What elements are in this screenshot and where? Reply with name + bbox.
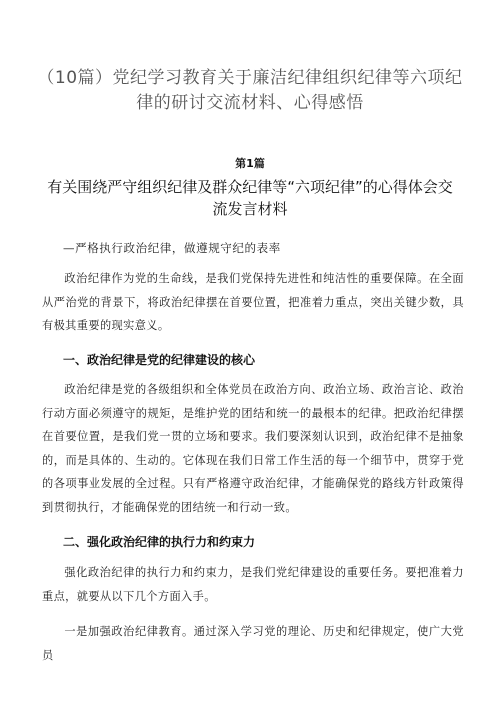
section2-paragraph: 强化政治纪律的执行力和约束力，是我们党纪律建设的重要任务。要把准着力重点，就要从以下几个方面入手。 <box>42 566 464 603</box>
intro-paragraph: 政治纪律作为党的生命线，是我们党保持先进性和纯洁性的重要保障。在全面从严治党的背景下，将政治纪律摆在首要位置，把准着力重点，突出关键少数，具有极其重要的现实意义。 <box>42 272 464 332</box>
article-subtitle: —严格执行政治纪律，做遵规守纪的表率 <box>63 241 281 255</box>
section1-paragraph: 政治纪律是党的各级组织和全体党员在政治方向、政治立场、政治言论、政治行动方面必须遵守的规矩，是维护党的团结和统一的最根本的纪律。把政治纪律摆在首要位置，是我们党一贯的立场和要求。我们要深刻认识到，政治纪律不是抽象的，而是具体的、生动的。它体现在我们日常工作生活的每一个细节中，贯穿于党的各项事业发展的全过程。只有严格遵守政治纪律，才能确保党的路线方针政策得到贯彻执行，才能确保党的团结统一和行动一致。 <box>42 383 464 514</box>
section-heading-2: 二、强化政治纪律的执行力和约束力 <box>63 535 256 549</box>
chapter-label: 第1篇 <box>235 157 265 170</box>
document-title: （10篇）党纪学习教育关于廉洁纪律组织纪律等六项纪律的研讨交流材料、心得感悟 <box>37 68 463 113</box>
article-title: 有关围绕严守组织纪律及群众纪律等“六项纪律”的心得体会交流发言材料 <box>47 178 453 218</box>
section2-point1: 一是加强政治纪律教育。通过深入学习党的理论、历史和纪律规定，使广大党员 <box>42 625 464 662</box>
section-heading-1: 一、政治纪律是党的纪律建设的核心 <box>63 353 256 367</box>
